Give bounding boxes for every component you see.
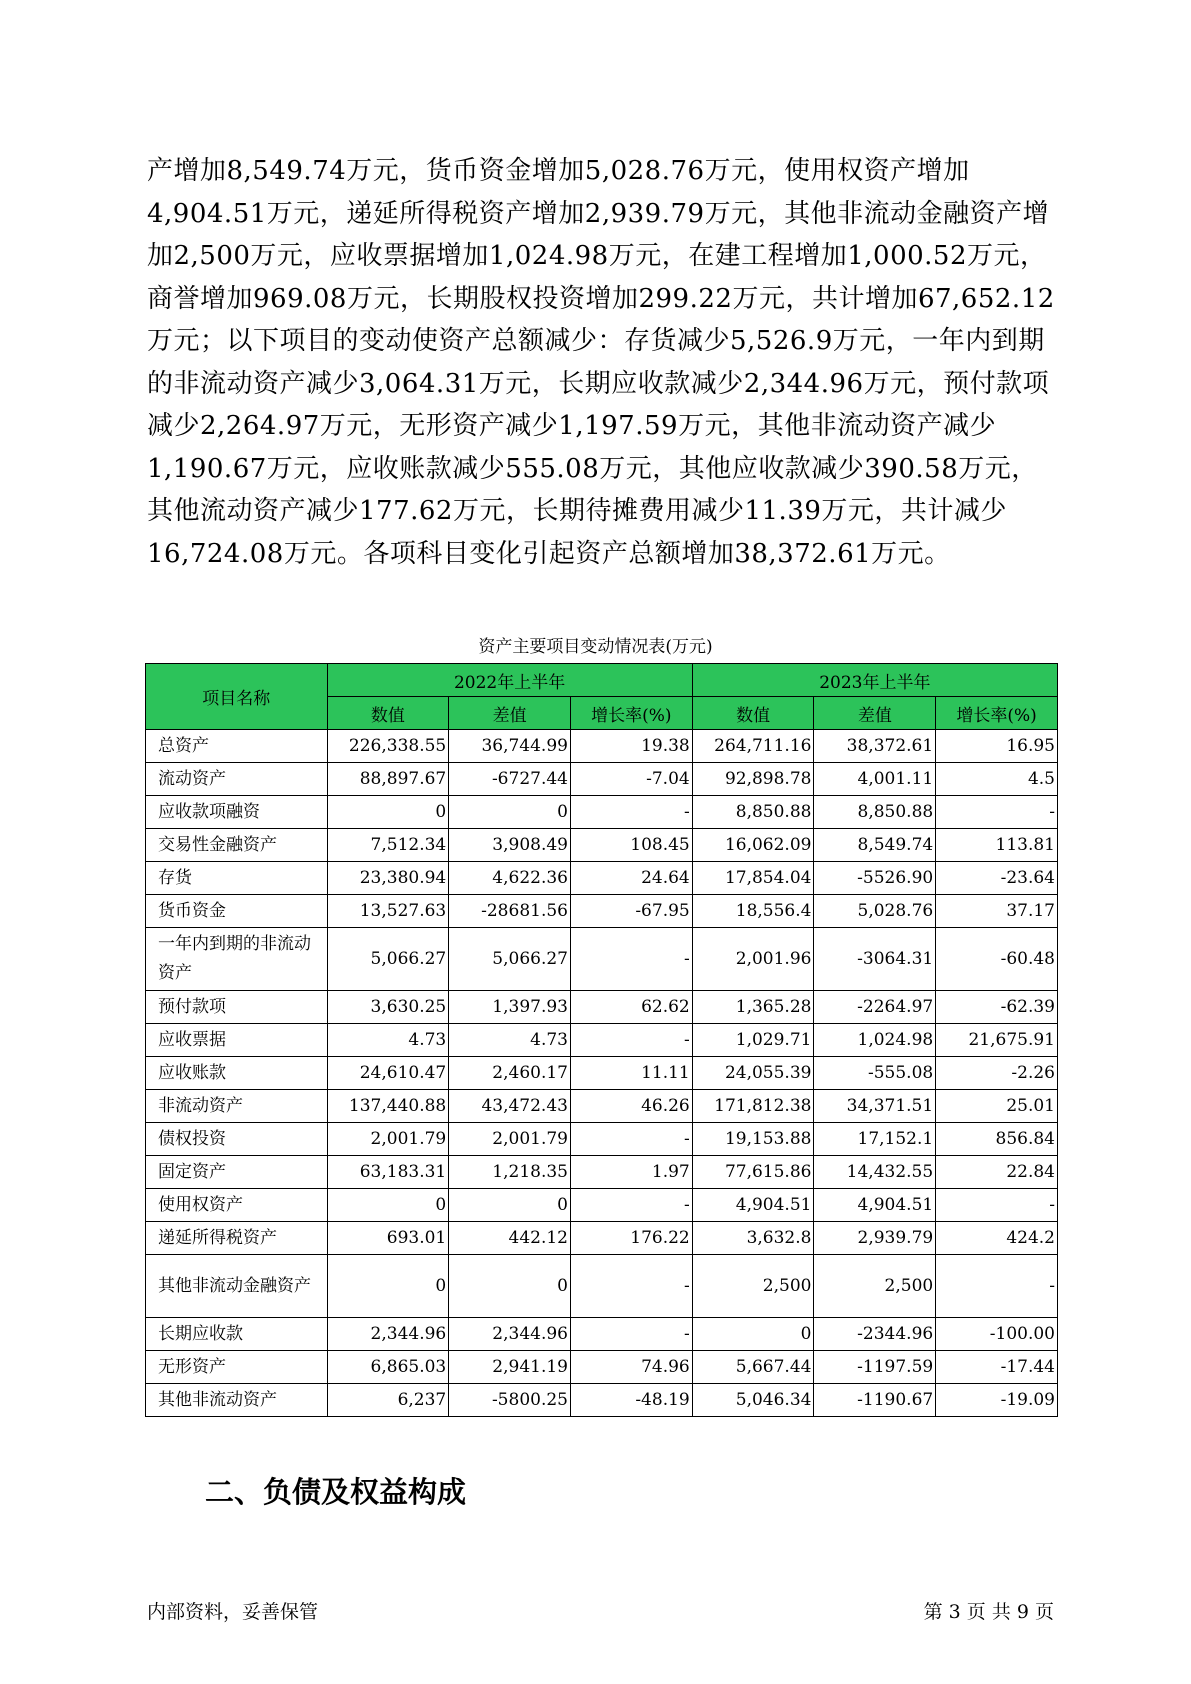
row-value-cell: 4.73 xyxy=(327,1024,449,1057)
row-item-name: 流动资产 xyxy=(146,763,328,796)
row-value-cell: - xyxy=(570,1255,692,1318)
asset-change-table xyxy=(145,663,1058,1417)
row-value-cell: 0 xyxy=(327,1189,449,1222)
row-value-cell: 92,898.78 xyxy=(692,763,814,796)
row-value-cell: 3,908.49 xyxy=(449,829,571,862)
row-value-cell: 2,500 xyxy=(814,1255,936,1318)
row-value-cell: 8,850.88 xyxy=(814,796,936,829)
row-value-cell: 1,397.93 xyxy=(449,991,571,1024)
row-item-name: 无形资产 xyxy=(146,1351,328,1384)
footer-confidential-note: 内部资料，妥善保管 xyxy=(147,1601,319,1623)
table-row xyxy=(146,991,1058,1024)
row-value-cell: 18,556.4 xyxy=(692,895,814,928)
header-diff-2023: 差值 xyxy=(814,697,936,730)
row-item-name: 一年内到期的非流动资产 xyxy=(146,928,328,991)
row-value-cell: 17,152.1 xyxy=(814,1123,936,1156)
table-row xyxy=(146,1024,1058,1057)
row-value-cell: 2,939.79 xyxy=(814,1222,936,1255)
table-row xyxy=(146,928,1058,991)
row-value-cell: 7,512.34 xyxy=(327,829,449,862)
row-value-cell: -60.48 xyxy=(936,928,1058,991)
table-row xyxy=(146,895,1058,928)
row-value-cell: 23,380.94 xyxy=(327,862,449,895)
row-value-cell: 137,440.88 xyxy=(327,1090,449,1123)
header-value-2022: 数值 xyxy=(327,697,449,730)
row-value-cell: 46.26 xyxy=(570,1090,692,1123)
row-value-cell: 19.38 xyxy=(570,730,692,763)
row-value-cell: 0 xyxy=(692,1318,814,1351)
row-value-cell: -2.26 xyxy=(936,1057,1058,1090)
row-value-cell: 5,066.27 xyxy=(327,928,449,991)
row-value-cell: 22.84 xyxy=(936,1156,1058,1189)
header-item-name: 项目名称 xyxy=(146,664,328,730)
row-value-cell: -1190.67 xyxy=(814,1384,936,1417)
row-value-cell: 4,904.51 xyxy=(814,1189,936,1222)
row-item-name: 长期应收款 xyxy=(146,1318,328,1351)
row-item-name: 应收款项融资 xyxy=(146,796,328,829)
body-paragraph: 产增加8,549.74万元，货币资金增加5,028.76万元，使用权资产增加4,904.51万元，递延所得税资产增加2,939.79万元，其他非流动金融资产增加2,500万元，应收票据增加1,024.98万元，在建工程增加1,000.52万元，商誉增加969.08万元，长期股权投资增加299.22万元，共计增加67,652.12万元；以下项目的变动使资产总额减少：存货减少5,526.9万元，一年内到期的非流动资产减少3,064.31万元，长期应收款减少2,344.96万元，预付款项减少2,264.97万元，无形资产减少1,197.59万元，其他非流动资产减少1,190.67万元，应收账款减少555.08万元，其他应收款减少390.58万元，其他流动资产减少177.62万元，长期待摊费用减少11.39万元，共计减少16,724.08万元。各项科目变化引起资产总额增加38,372.61万元。 xyxy=(147,156,1055,569)
section-heading: 二、负债及权益构成 xyxy=(205,1475,467,1509)
row-value-cell: 1,029.71 xyxy=(692,1024,814,1057)
footer-page-number: 第 3 页 共 9 页 xyxy=(923,1601,1054,1623)
row-value-cell: 693.01 xyxy=(327,1222,449,1255)
row-value-cell: 1.97 xyxy=(570,1156,692,1189)
row-value-cell: -100.00 xyxy=(936,1318,1058,1351)
row-value-cell: 77,615.86 xyxy=(692,1156,814,1189)
table-row xyxy=(146,730,1058,763)
row-value-cell: -3064.31 xyxy=(814,928,936,991)
row-value-cell: -67.95 xyxy=(570,895,692,928)
row-value-cell: -17.44 xyxy=(936,1351,1058,1384)
row-value-cell: - xyxy=(936,1189,1058,1222)
row-value-cell: 856.84 xyxy=(936,1123,1058,1156)
row-value-cell: 4.5 xyxy=(936,763,1058,796)
row-value-cell: 0 xyxy=(449,796,571,829)
row-value-cell: 19,153.88 xyxy=(692,1123,814,1156)
row-value-cell: 424.2 xyxy=(936,1222,1058,1255)
row-value-cell: 25.01 xyxy=(936,1090,1058,1123)
table-row xyxy=(146,1318,1058,1351)
row-value-cell: -7.04 xyxy=(570,763,692,796)
row-value-cell: 6,865.03 xyxy=(327,1351,449,1384)
row-item-name: 预付款项 xyxy=(146,991,328,1024)
table-body xyxy=(146,730,1058,1417)
row-value-cell: - xyxy=(570,1024,692,1057)
row-value-cell: 2,344.96 xyxy=(449,1318,571,1351)
row-value-cell: 13,527.63 xyxy=(327,895,449,928)
row-value-cell: 264,711.16 xyxy=(692,730,814,763)
table-caption: 资产主要项目变动情况表(万元) xyxy=(478,637,713,657)
row-value-cell: 4,001.11 xyxy=(814,763,936,796)
row-value-cell: 0 xyxy=(449,1189,571,1222)
row-value-cell: 5,066.27 xyxy=(449,928,571,991)
header-period-2022: 2022年上半年 xyxy=(327,664,692,697)
header-period-2023: 2023年上半年 xyxy=(692,664,1057,697)
table-row xyxy=(146,1222,1058,1255)
row-value-cell: -23.64 xyxy=(936,862,1058,895)
row-value-cell: 88,897.67 xyxy=(327,763,449,796)
row-value-cell: - xyxy=(570,1318,692,1351)
header-growth-2022: 增长率(%) xyxy=(570,697,692,730)
row-value-cell: 34,371.51 xyxy=(814,1090,936,1123)
row-value-cell: 3,630.25 xyxy=(327,991,449,1024)
row-value-cell: -2264.97 xyxy=(814,991,936,1024)
row-value-cell: 1,365.28 xyxy=(692,991,814,1024)
row-value-cell: -62.39 xyxy=(936,991,1058,1024)
row-value-cell: - xyxy=(936,796,1058,829)
table-row xyxy=(146,1156,1058,1189)
table-row xyxy=(146,1351,1058,1384)
row-value-cell: 5,667.44 xyxy=(692,1351,814,1384)
row-value-cell: 14,432.55 xyxy=(814,1156,936,1189)
row-item-name: 非流动资产 xyxy=(146,1090,328,1123)
row-value-cell: - xyxy=(570,796,692,829)
row-value-cell: -555.08 xyxy=(814,1057,936,1090)
row-value-cell: 226,338.55 xyxy=(327,730,449,763)
row-value-cell: -1197.59 xyxy=(814,1351,936,1384)
row-value-cell: 113.81 xyxy=(936,829,1058,862)
row-value-cell: 2,001.96 xyxy=(692,928,814,991)
row-value-cell: 2,941.19 xyxy=(449,1351,571,1384)
table-row xyxy=(146,1123,1058,1156)
row-value-cell: 37.17 xyxy=(936,895,1058,928)
row-value-cell: 24,055.39 xyxy=(692,1057,814,1090)
row-value-cell: -5800.25 xyxy=(449,1384,571,1417)
row-value-cell: 6,237 xyxy=(327,1384,449,1417)
row-value-cell: 4,904.51 xyxy=(692,1189,814,1222)
row-value-cell: - xyxy=(570,1189,692,1222)
row-item-name: 货币资金 xyxy=(146,895,328,928)
row-value-cell: 36,744.99 xyxy=(449,730,571,763)
row-value-cell: 24,610.47 xyxy=(327,1057,449,1090)
row-item-name: 应收票据 xyxy=(146,1024,328,1057)
row-item-name: 存货 xyxy=(146,862,328,895)
table-row xyxy=(146,1090,1058,1123)
row-value-cell: -2344.96 xyxy=(814,1318,936,1351)
row-value-cell: -28681.56 xyxy=(449,895,571,928)
row-value-cell: 0 xyxy=(327,796,449,829)
row-item-name: 使用权资产 xyxy=(146,1189,328,1222)
row-value-cell: 17,854.04 xyxy=(692,862,814,895)
row-value-cell: 0 xyxy=(327,1255,449,1318)
row-value-cell: 2,001.79 xyxy=(327,1123,449,1156)
row-value-cell: 24.64 xyxy=(570,862,692,895)
row-value-cell: 2,344.96 xyxy=(327,1318,449,1351)
row-item-name: 递延所得税资产 xyxy=(146,1222,328,1255)
row-value-cell: 0 xyxy=(449,1255,571,1318)
header-diff-2022: 差值 xyxy=(449,697,571,730)
table-row xyxy=(146,796,1058,829)
row-value-cell: 1,218.35 xyxy=(449,1156,571,1189)
table-row xyxy=(146,862,1058,895)
header-value-2023: 数值 xyxy=(692,697,814,730)
row-value-cell: - xyxy=(570,1123,692,1156)
row-value-cell: 16.95 xyxy=(936,730,1058,763)
row-value-cell: 171,812.38 xyxy=(692,1090,814,1123)
row-value-cell: 11.11 xyxy=(570,1057,692,1090)
row-value-cell: 8,549.74 xyxy=(814,829,936,862)
row-value-cell: 63,183.31 xyxy=(327,1156,449,1189)
row-value-cell: 16,062.09 xyxy=(692,829,814,862)
row-value-cell: 74.96 xyxy=(570,1351,692,1384)
row-item-name: 交易性金融资产 xyxy=(146,829,328,862)
row-value-cell: 3,632.8 xyxy=(692,1222,814,1255)
header-growth-2023: 增长率(%) xyxy=(936,697,1058,730)
row-value-cell: 38,372.61 xyxy=(814,730,936,763)
table-row xyxy=(146,1189,1058,1222)
row-value-cell: 1,024.98 xyxy=(814,1024,936,1057)
row-value-cell: 2,001.79 xyxy=(449,1123,571,1156)
row-item-name: 其他非流动金融资产 xyxy=(146,1255,328,1318)
row-item-name: 固定资产 xyxy=(146,1156,328,1189)
row-value-cell: 4,622.36 xyxy=(449,862,571,895)
row-item-name: 其他非流动资产 xyxy=(146,1384,328,1417)
row-value-cell: -5526.90 xyxy=(814,862,936,895)
row-value-cell: -48.19 xyxy=(570,1384,692,1417)
row-value-cell: - xyxy=(936,1255,1058,1318)
row-value-cell: 21,675.91 xyxy=(936,1024,1058,1057)
table-row xyxy=(146,1255,1058,1318)
row-value-cell: 176.22 xyxy=(570,1222,692,1255)
row-value-cell: - xyxy=(570,928,692,991)
table-row xyxy=(146,829,1058,862)
row-value-cell: 442.12 xyxy=(449,1222,571,1255)
row-item-name: 总资产 xyxy=(146,730,328,763)
row-value-cell: 43,472.43 xyxy=(449,1090,571,1123)
row-value-cell: 2,500 xyxy=(692,1255,814,1318)
table-row xyxy=(146,763,1058,796)
row-value-cell: 5,046.34 xyxy=(692,1384,814,1417)
row-value-cell: 5,028.76 xyxy=(814,895,936,928)
row-item-name: 债权投资 xyxy=(146,1123,328,1156)
row-item-name: 应收账款 xyxy=(146,1057,328,1090)
row-value-cell: 4.73 xyxy=(449,1024,571,1057)
row-value-cell: 62.62 xyxy=(570,991,692,1024)
row-value-cell: 2,460.17 xyxy=(449,1057,571,1090)
table-row xyxy=(146,1057,1058,1090)
row-value-cell: 8,850.88 xyxy=(692,796,814,829)
row-value-cell: -19.09 xyxy=(936,1384,1058,1417)
row-value-cell: -6727.44 xyxy=(449,763,571,796)
row-value-cell: 108.45 xyxy=(570,829,692,862)
table-row xyxy=(146,1384,1058,1417)
